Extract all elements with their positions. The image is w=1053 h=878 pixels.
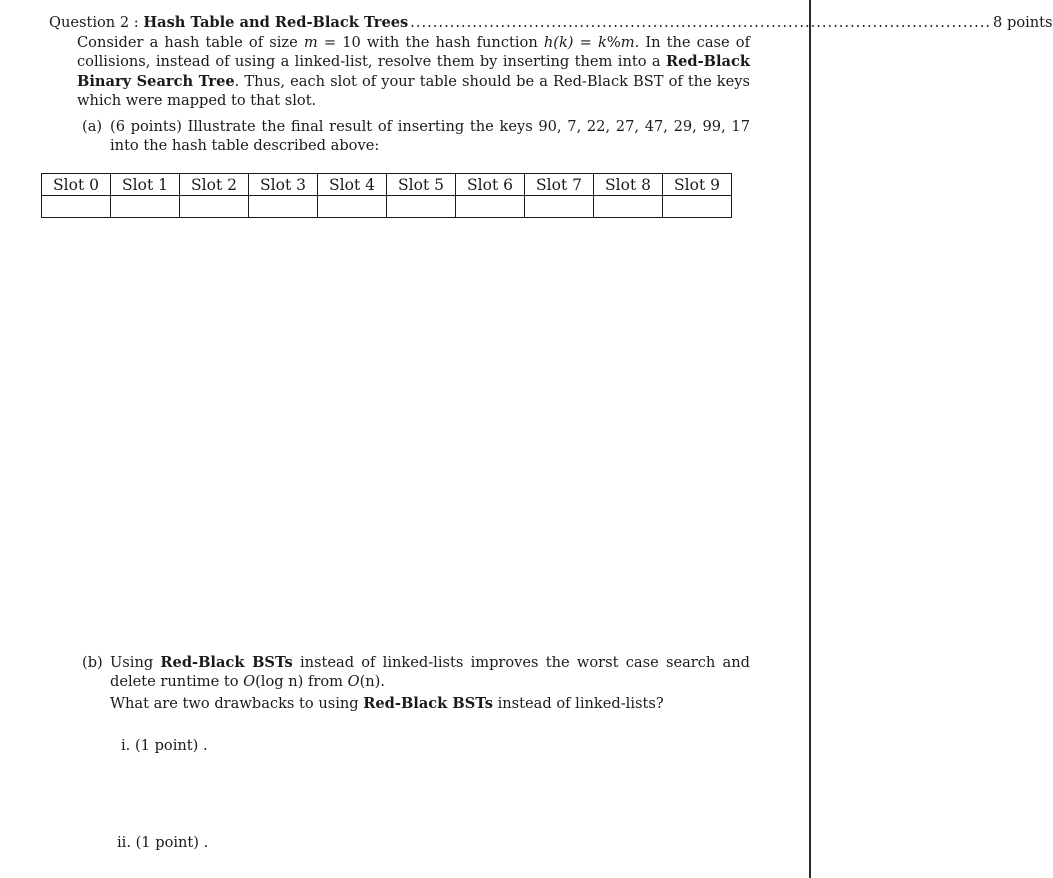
intro-bold: Red-Black Binary Search Tree	[77, 53, 750, 90]
slot-answer-cell	[525, 196, 594, 218]
part-b-question	[110, 694, 664, 713]
slot-header: Slot 8	[594, 174, 663, 196]
part-b-bold: Red-Black BSTs	[160, 654, 293, 671]
slot-answer-cell	[180, 196, 249, 218]
part-b-bold: Red-Black BSTs	[363, 694, 493, 712]
slot-answer-cell	[387, 196, 456, 218]
slot-header: Slot 0	[42, 174, 111, 196]
math-m: m	[620, 34, 635, 51]
slot-answer-cell	[318, 196, 387, 218]
subquestion-i: i. (1 point) .	[121, 737, 208, 754]
question-intro	[77, 33, 750, 110]
big-o: O	[243, 673, 256, 691]
part-b-text-run: from	[303, 673, 348, 691]
slot-header-row	[42, 174, 732, 196]
hash-slot-table	[41, 173, 732, 218]
slot-answer-row	[42, 196, 732, 218]
part-a-label: (a)	[82, 118, 103, 135]
big-o-arg: (n)	[359, 673, 381, 691]
question-header	[49, 13, 1053, 32]
math-k: k	[598, 34, 607, 51]
leader-dots: .......................................................................................................	[410, 14, 992, 31]
intro-text: = 10 with the hash function	[317, 34, 544, 51]
big-o-arg: (log n)	[255, 673, 304, 691]
slot-header: Slot 3	[249, 174, 318, 196]
slot-header: Slot 5	[387, 174, 456, 196]
slot-answer-cell	[594, 196, 663, 218]
part-b	[82, 653, 750, 713]
math-m: m	[303, 34, 318, 51]
page-right-border	[809, 0, 811, 878]
question-points: 8 points	[993, 14, 1053, 31]
part-a-text: (6 points) Illustrate the final result of inserting the keys 90, 7, 22, 27, 47, 29, 99, 17 into the hash table described above:	[110, 118, 750, 155]
slot-header: Slot 7	[525, 174, 594, 196]
subquestion-ii: ii. (1 point) .	[117, 834, 209, 851]
part-b-text-run: Using	[110, 654, 161, 671]
question-label: Question 2 :	[49, 14, 139, 31]
slot-header: Slot 9	[663, 174, 732, 196]
part-b-text-run: instead of linked-lists improves the worst case search and delete runtime to	[110, 654, 750, 691]
slot-header: Slot 1	[111, 174, 180, 196]
big-o: O	[347, 673, 360, 691]
part-b-label: (b)	[82, 654, 103, 671]
slot-answer-cell	[663, 196, 732, 218]
intro-text: . In the case of collisions, instead of using a linked-list, resolve them by inserting them into a	[77, 34, 750, 71]
slot-answer-cell	[456, 196, 525, 218]
part-b-text-run: .	[380, 673, 386, 691]
question-title: Hash Table and Red-Black Trees	[143, 14, 409, 31]
slot-header: Slot 4	[318, 174, 387, 196]
part-b-question-run: What are two drawbacks to using	[110, 694, 364, 712]
slot-answer-cell	[249, 196, 318, 218]
slot-header: Slot 6	[456, 174, 525, 196]
part-b-question-run: instead of linked-lists?	[492, 694, 664, 712]
intro-text: =	[573, 34, 598, 51]
slot-header: Slot 2	[180, 174, 249, 196]
intro-text: Consider a hash table of size	[77, 34, 304, 51]
part-b-text	[110, 653, 750, 713]
intro-text: . Thus, each slot of your table should be a Red-Black BST of the keys which were mapped to that slot.	[77, 72, 751, 109]
part-a	[82, 117, 750, 156]
math-mod: %	[606, 34, 621, 51]
slot-answer-cell	[111, 196, 180, 218]
math-hk: h(k)	[543, 34, 574, 51]
slot-answer-cell	[42, 196, 111, 218]
